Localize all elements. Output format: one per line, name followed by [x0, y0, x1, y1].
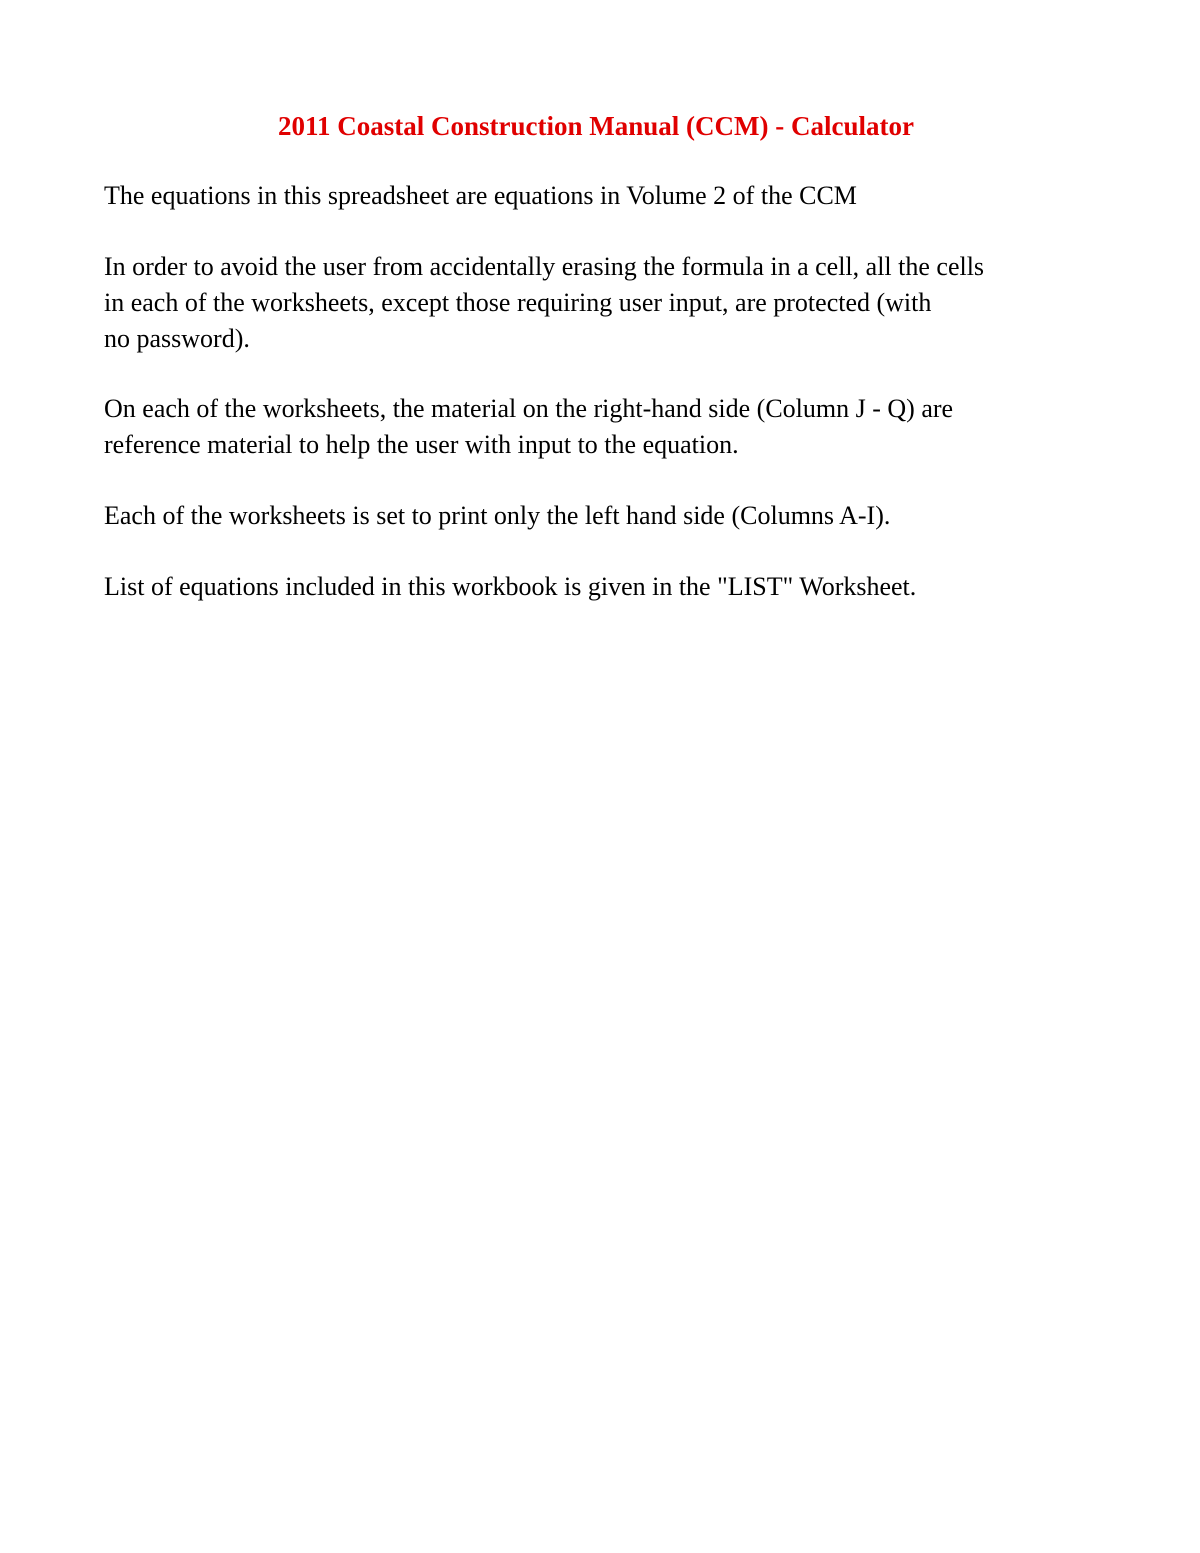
paragraph-cell-protection	[104, 249, 1104, 357]
paragraph-line: On each of the worksheets, the material on the right-hand side (Column J - Q) are	[104, 394, 954, 423]
paragraph-line: no password).	[104, 324, 250, 353]
paragraph-line: In order to avoid the user from accidentally erasing the formula in a cell, all the cells	[104, 252, 985, 281]
paragraph-line: The equations in this spreadsheet are equations in Volume 2 of the CCM	[104, 181, 857, 210]
paragraph-reference-material	[104, 391, 1104, 463]
paragraph-print-settings	[104, 498, 1104, 534]
paragraph-line: reference material to help the user with input to the equation.	[104, 430, 739, 459]
paragraph-line: in each of the worksheets, except those requiring user input, are protected (with	[104, 288, 932, 317]
paragraph-equations-source	[104, 178, 1104, 214]
paragraph-line: Each of the worksheets is set to print only the left hand side (Columns A-I).	[104, 501, 891, 530]
paragraph-line: List of equations included in this workbook is given in the "LIST" Worksheet.	[104, 572, 917, 601]
page-title: 2011 Coastal Construction Manual (CCM) - Calculator	[278, 111, 914, 141]
paragraph-equation-list	[104, 569, 1104, 605]
